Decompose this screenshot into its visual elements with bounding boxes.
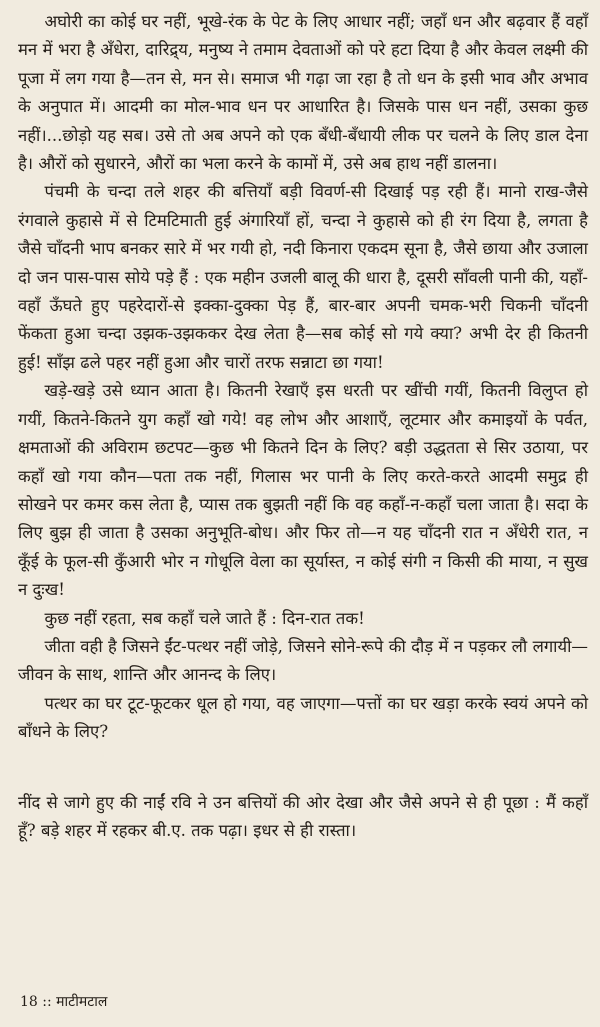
paragraph-7: नींद से जागे हुए की नाईं रवि ने उन बत्तियों की ओर देखा और जैसे अपने से ही पूछा : मैं कहाँ हूँ? बड़े शहर में रहकर बी.ए. तक पढ़ा। इधर से ही रास्ता। [18, 792, 588, 840]
page-footer [20, 992, 107, 1011]
footer-separator: :: [42, 994, 52, 1010]
paragraph-1: अघोरी का कोई घर नहीं, भूखे-रंक के पेट के लिए आधार नहीं; जहाँ धन और बढ़वार हैं वहाँ मन में भरा है अँधेरा, दारिद्र्य, मनुष्य ने तमाम देवताओं को परे हटा दिया है और केवल लक्ष्मी की पूजा में लग गया है—तन से, मन से। समाज भी गढ़ा जा रहा है तो धन के इसी भाव और अभाव के अनुपात में। आदमी का मोल-भाव धन पर आधारित है। जिसके पास धन नहीं, उसका कुछ नहीं।...छोड़ो यह सब। उसे तो अब अपने को एक बँधी-बँधायी लीक पर चलने के लिए डाल देना है। औरों को सुधारने, औरों का भला करने के कामों में, उसे अब हाथ नहीं डालना। [18, 12, 588, 174]
paragraph-4: कुछ नहीं रहता, सब कहाँ चले जाते हैं : दिन-रात तक! [44, 608, 365, 628]
paragraph-2: पंचमी के चन्दा तले शहर की बत्तियाँ बड़ी विवर्ण-सी दिखाई पड़ रही हैं। मानो राख-जैसे रंगवाले कुहासे में से टिमटिमाती हुई अंगारियाँ हों, चन्दा ने कुहासे को ही रंग दिया है, लगता है जैसे चाँदनी भाप बनकर सारे में भर गयी हो, नदी किनारा एकदम सूना है, जैसे छाया और उजाला दो जन पास-पास सोये पड़े हैं : एक महीन उजली बालू की धारा है, दूसरी साँवली पानी की, यहाँ-वहाँ ऊँघते हुए पहरेदारों-से इक्का-दुक्का पेड़ हैं, बार-बार अपनी चमक-भरी चिकनी चाँदनी फेंकता हुआ चन्दा उझक-उझककर देख लेता है—सब कोई सो गये क्या? अभी देर ही कितनी हुई! साँझ ढले पहर नहीं हुआ और चारों तरफ सन्नाटा छा गया! [18, 182, 588, 372]
body-text [18, 8, 588, 845]
book-title: माटीमटाल [56, 994, 108, 1010]
paragraph-3: खड़े-खड़े उसे ध्यान आता है। कितनी रेखाएँ इस धरती पर खींची गयीं, कितनी विलुप्त हो गयीं, कितने-कितने युग कहाँ खो गये! वह लोभ और आशाएँ, लूटमार और कमाइयों के पर्वत, क्षमताओं की अविराम छटपट—कुछ भी कितने दिन के लिए? बड़ी उद्धतता से सिर उठाया, पर कहाँ खो गया कौन—पता तक नहीं, गिलास भर पानी के लिए करते-करते आदमी समुद्र ही सोखने पर कमर कस लेता है, प्यास तक बुझती नहीं कि वह कहाँ-न-कहाँ चला जाता है। सदा के लिए बुझ ही जाता है उसका अनुभूति-बोध। और फिर तो—न यह चाँदनी रात न अँधेरी रात, न कूँई के फूल-सी कुँआरी भोर न गोधूलि वेला का सूर्यास्त, न कोई संगी न किसी की माया, न सुख न दुःख! [18, 381, 588, 600]
paragraph-6: पत्थर का घर टूट-फूटकर धूल हो गया, वह जाएगा—पत्तों का घर खड़ा करके स्वयं अपने को बाँधने के लिए? [18, 693, 588, 742]
paragraph-5: जीता वही है जिसने ईंट-पत्थर नहीं जोड़े, जिसने सोने-रूपे की दौड़ में न पड़कर लौ लगायी—जीवन के साथ, शान्ति और आनन्द के लिए। [18, 636, 588, 685]
page-number: 18 [20, 994, 38, 1010]
